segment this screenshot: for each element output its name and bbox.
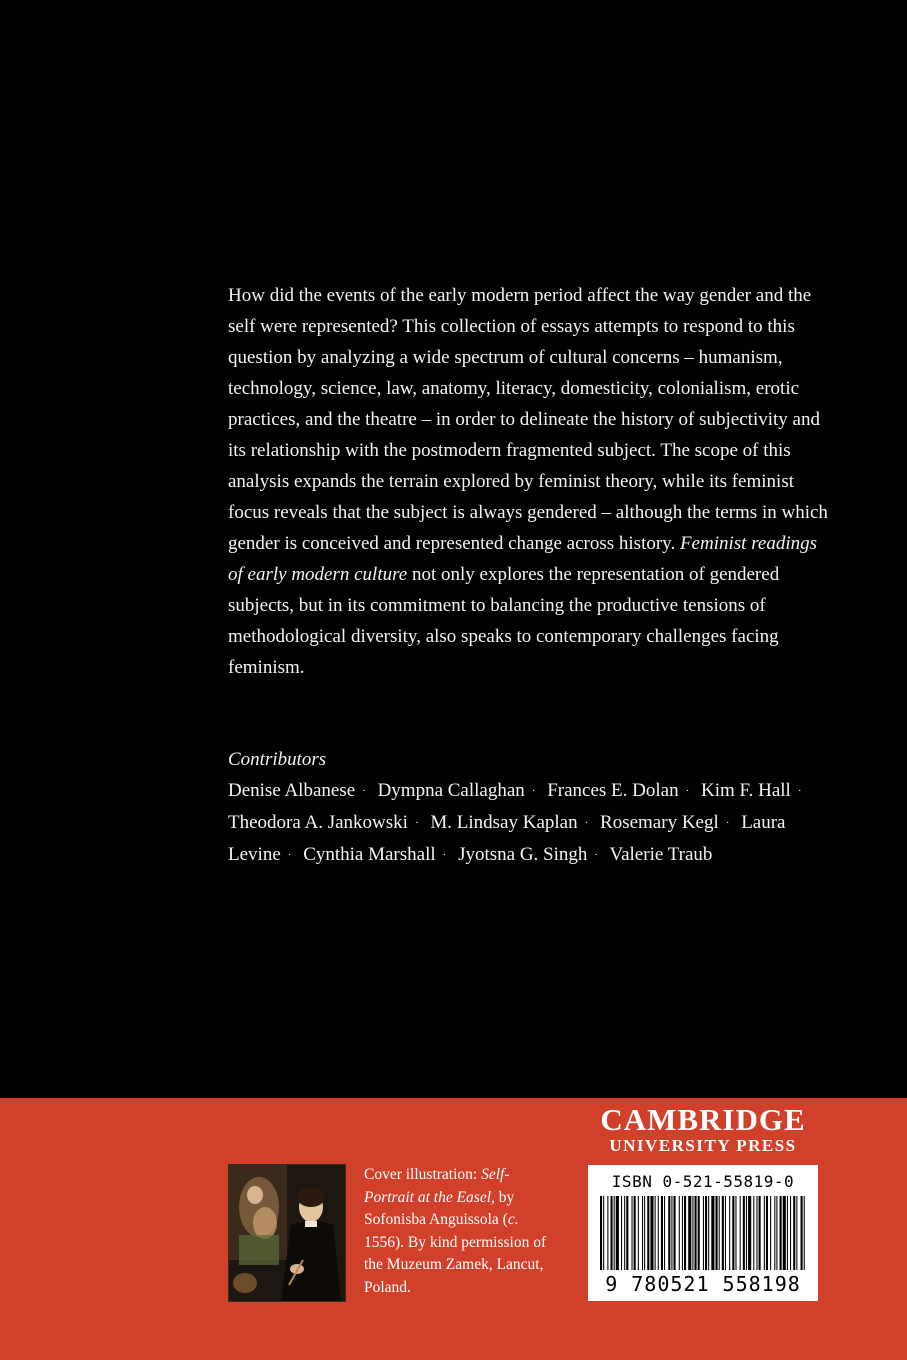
barcode-bar <box>632 1196 633 1270</box>
barcode-bar <box>743 1196 745 1270</box>
barcode-bar <box>674 1196 676 1270</box>
isbn-barcode <box>588 1165 818 1301</box>
book-title-italic: Feminist readings of early modern culture <box>228 533 817 585</box>
contributor-name: Rosemary Kegl <box>600 812 719 833</box>
cover-credit-rest: 1556). By kind permission of the Muzeum Zamek, Lancut, Poland. <box>364 1233 547 1296</box>
cover-credit-title: Self-Portrait at the Easel, <box>364 1166 510 1206</box>
barcode-bar <box>614 1196 615 1270</box>
barcode-bar <box>801 1196 803 1270</box>
blurb-text-1: How did the events of the early modern period affect the way gender and the self were represented? This collection of essays attempts to respond to this question by analyzing a wide spectrum of cultural concerns – humanism, technology, science, law, anatomy, literacy, domesticity, colonialism, erotic practices, and the theatre – in order to delineate the history of subjectivity and its relationship with the postmodern fragmented subject. The scope of this analysis expands the terrain explored by feminist theory, while its feminist focus reveals that the subject is always gendered – although the terms in which gender is conceived and represented change across history. <box>228 285 828 554</box>
barcode-bar <box>624 1196 625 1270</box>
barcode-bar <box>729 1196 730 1270</box>
barcode-bar <box>793 1196 795 1270</box>
barcode-bar <box>679 1196 680 1270</box>
barcode-bar <box>735 1196 736 1270</box>
ean-number: 9 780521 558198 <box>605 1272 801 1296</box>
barcode-bar <box>748 1196 751 1270</box>
barcode-bar <box>753 1196 754 1270</box>
contributor-name: Jyotsna G. Singh <box>458 844 588 865</box>
cover-illustration-thumbnail <box>228 1164 346 1302</box>
barcode-bar <box>746 1196 747 1270</box>
contributor-name: Laura Levine <box>228 812 786 865</box>
barcode-bar <box>671 1196 672 1270</box>
publisher-press: UNIVERSITY PRESS <box>609 1136 797 1155</box>
contributor-name: Frances E. Dolan <box>547 780 679 801</box>
blurb-text-2: not only explores the representation of gendered subjects, but in its commitment to balancing the productive tensions of methodological diversity, also speaks to contemporary challenges facing feminism. <box>228 564 780 678</box>
barcode-bar <box>783 1196 786 1270</box>
barcode-bar <box>780 1196 782 1270</box>
contributors-heading: Contributors <box>228 749 327 770</box>
barcode-bar <box>703 1196 704 1270</box>
barcode-bar <box>776 1196 777 1270</box>
barcode-bar <box>774 1196 775 1270</box>
barcode-bar <box>804 1196 805 1270</box>
barcode-bar <box>740 1196 741 1270</box>
contributor-name: Cynthia Marshall <box>303 844 436 865</box>
barcode-bar <box>770 1196 771 1270</box>
barcode-bar <box>684 1196 686 1270</box>
barcode-bar <box>719 1196 720 1270</box>
barcode-bar <box>764 1196 765 1270</box>
portrait-painting-icon <box>229 1165 345 1301</box>
barcode-bar <box>661 1196 663 1270</box>
barcode-bar <box>722 1196 724 1270</box>
contributor-name: Dympna Callaghan <box>377 780 525 801</box>
isbn-text: ISBN 0-521-55819-0 <box>611 1172 795 1191</box>
barcode-bar <box>664 1196 665 1270</box>
barcode-bar <box>708 1196 709 1270</box>
barcode-bar <box>607 1196 608 1270</box>
publisher-logo <box>585 1104 821 1156</box>
barcode-bar <box>688 1196 691 1270</box>
contributor-name: Valerie Traub <box>609 844 713 865</box>
barcode-bar <box>682 1196 683 1270</box>
barcode-bar <box>698 1196 700 1270</box>
barcode-bar <box>647 1196 649 1270</box>
barcode-bar <box>626 1196 628 1270</box>
contributor-name: Denise Albanese <box>228 780 356 801</box>
barcode-bar <box>711 1196 714 1270</box>
barcode-bar <box>756 1196 757 1270</box>
contributor-name: M. Lindsay Kaplan <box>430 812 578 833</box>
barcode-bar <box>705 1196 707 1270</box>
cover-credit-by: by Sofonisba Anguissola ( <box>364 1188 515 1228</box>
cover-credit-circa: c. <box>507 1211 519 1228</box>
barcode-bar <box>642 1196 643 1270</box>
barcode-bar <box>668 1196 670 1270</box>
cover-credit-label: Cover illustration: <box>364 1166 482 1183</box>
barcode-bar <box>644 1196 645 1270</box>
contributor-name: Kim F. Hall <box>701 780 791 801</box>
barcode-bar <box>600 1196 602 1270</box>
contributors-list: Denise Albanese · Dympna Callaghan · Frances E. Dolan · Kim F. Hall · Theodora A. Jankowski · M. Lindsay Kaplan · Rosemary Kegl · Laura Levine · Cynthia Marshall · Jyotsna G. Singh · Valerie Traub <box>228 780 802 865</box>
barcode-bar <box>796 1196 797 1270</box>
barcode-bar <box>655 1196 656 1270</box>
barcode-bar <box>766 1196 768 1270</box>
barcode-bar <box>790 1196 791 1270</box>
barcode-bar <box>621 1196 622 1270</box>
barcode-bar <box>603 1196 604 1270</box>
barcode-bar <box>658 1196 659 1270</box>
barcode-bar <box>725 1196 726 1270</box>
barcode-bar <box>716 1196 718 1270</box>
barcode-bar <box>634 1196 636 1270</box>
barcode-bar <box>638 1196 639 1270</box>
publisher-name: CAMBRIDGE <box>600 1102 806 1137</box>
barcode-bar <box>732 1196 734 1270</box>
barcode-bar <box>759 1196 761 1270</box>
barcode-bar <box>616 1196 619 1270</box>
barcode-bar <box>695 1196 697 1270</box>
barcode-bar <box>692 1196 693 1270</box>
barcode-bar <box>650 1196 653 1270</box>
barcode-bar <box>787 1196 788 1270</box>
book-description <box>228 280 833 683</box>
barcode-icon <box>600 1196 806 1274</box>
cover-credit <box>364 1164 549 1299</box>
barcode-bar <box>611 1196 613 1270</box>
contributor-name: Theodora A. Jankowski <box>228 812 408 833</box>
